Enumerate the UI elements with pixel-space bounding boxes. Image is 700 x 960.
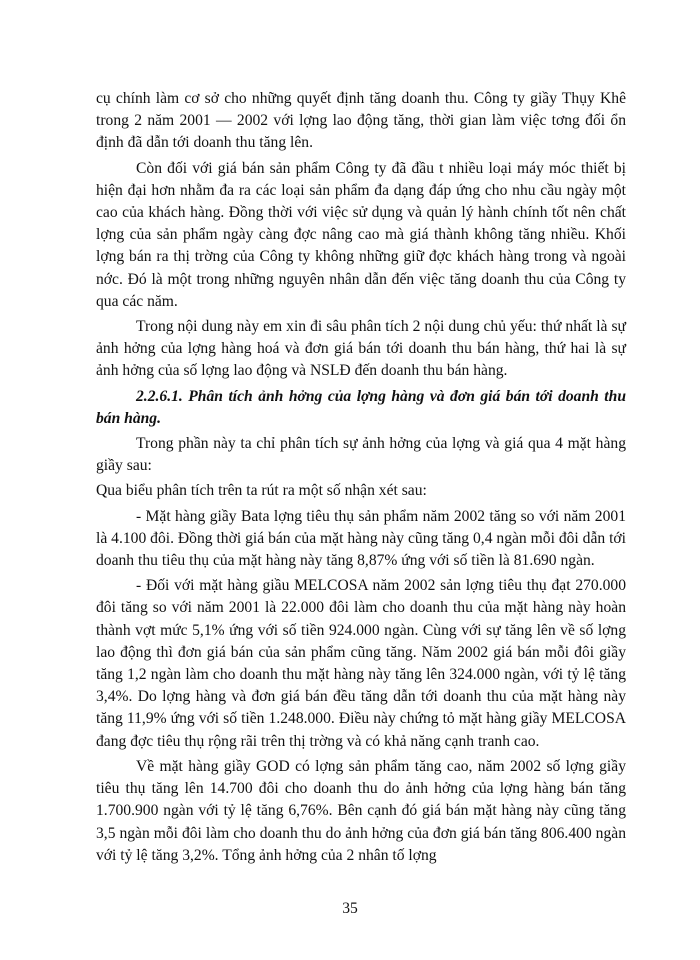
- paragraph-7: - Đối với mặt hàng giầu MELCOSA năm 2002 sản lợng tiêu thụ đạt 270.000 đôi tăng so với năm 2001 là 22.000 đôi làm cho doanh thu của mặt hàng này hoàn thành vợt mức 5,1% ứng với số tiền 924.000 ngàn. Cùng với sự tăng lên về số lợng lao động thì đơn giá bán của sản phẩm cũng tăng. Năm 2002 giá bán mỗi đôi giầy tăng 1,2 ngàn làm cho doanh thu mặt hàng này tăng lên 324.000 ngàn, với tỷ lệ tăng 3,4%. Do lợng hàng và đơn giá bán đều tăng dẫn tới doanh thu của mặt hàng này tăng 11,9% ứng với số tiền 1.248.000. Điều này chứng tỏ mặt hàng giầy MELCOSA đang đợc tiêu thụ rộng rãi trên thị trờng và có khả năng cạnh tranh cao.: [96, 577, 626, 750]
- paragraph-3: Trong nội dung này em xin đi sâu phân tích 2 nội dung chủ yếu: thứ nhất là sự ảnh hởng của lợng hàng hoá và đơn giá bán tới doanh thu bán hàng, thứ hai là sự ảnh hởng của số lợng lao động và NSLĐ đến doanh thu bán hàng.: [96, 318, 626, 380]
- paragraph-4: Trong phần này ta chỉ phân tích sự ảnh hởng của lợng và giá qua 4 mặt hàng giầy sau:: [96, 435, 626, 475]
- paragraph-6: - Mặt hàng giầy Bata lợng tiêu thụ sản phẩm năm 2002 tăng so với năm 2001 là 4.100 đôi. Đồng thời giá bán của mặt hàng này cũng tăng 0,4 ngàn mỗi đôi dẫn tới doanh thu tiêu thụ của mặt hàng này tăng 8,87% ứng với số tiền là 81.690 ngàn.: [96, 507, 626, 570]
- page-number: 35: [342, 900, 358, 917]
- section-heading: 2.2.6.1. Phân tích ảnh hởng của lợng hàng và đơn giá bán tới doanh thu bán hàng.: [96, 387, 626, 427]
- paragraph-1: cụ chính làm cơ sở cho những quyết định tăng doanh thu. Công ty giầy Thụy Khê trong 2 năm 2001 — 2002 với lợng lao động tăng, thời gian làm việc tơng đối ổn định đã dẫn tới doanh thu tăng lên.: [96, 90, 626, 152]
- paragraph-8: Về mặt hàng giầy GOD có lợng sản phẩm tăng cao, năm 2002 số lợng giầy tiêu thụ tăng lên 14.700 đôi cho doanh thu do ảnh hởng của lợng hàng bán tăng 1.700.900 ngàn với tỷ lệ tăng 6,76%. Bên cạnh đó giá bán mặt hàng này cũng tăng 3,5 ngàn mỗi đôi làm cho doanh thu do ảnh hởng của đơn giá bán tăng 806.400 ngàn với tỷ lệ tăng 3,2%. Tổng ảnh hởng của 2 nhân tố lợng: [96, 757, 626, 864]
- page-body: [96, 88, 626, 870]
- paragraph-2: Còn đối với giá bán sản phẩm Công ty đã đầu t nhiều loại máy móc thiết bị hiện đại hơn nhằm đa ra các loại sản phẩm đa dạng đáp ứng cho nhu cầu ngày một cao của khách hàng. Đồng thời với việc sử dụng và quản lý hành chính tốt nên chất lợng của sản phẩm ngày càng đợc nâng cao mà giá thành không tăng nhiều. Khối lợng bán ra thị trờng của Công ty không những giữ đợc khách hàng trong và ngoài nớc. Đó là một trong những nguyên nhân dẫn đến việc tăng doanh thu của Công ty qua các năm.: [96, 159, 626, 310]
- paragraph-5: Qua biểu phân tích trên ta rút ra một số nhận xét sau:: [96, 482, 427, 500]
